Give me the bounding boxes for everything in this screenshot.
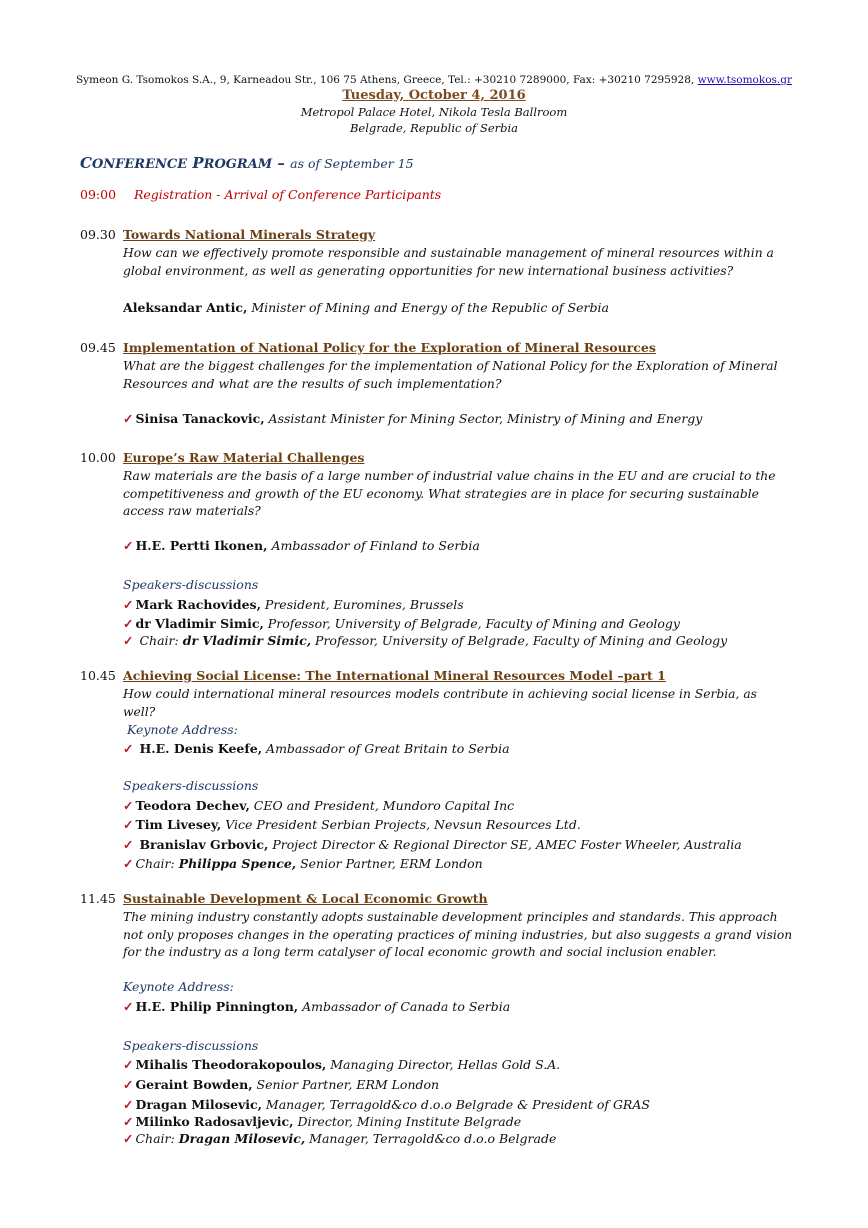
session-desc: The mining industry constantly adopts sustainable development principles and standards. This approach not only proposes changes in the operating practices of mining industries, but also suggests a grand vision for the industry as a long term catalyser of local economic growth and social inclusion enabler.	[123, 910, 793, 959]
check-icon: ✓	[123, 411, 134, 426]
speaker-line: ✓ dr Vladimir Simic, Professor, University of Belgrade, Faculty of Mining and Geology	[123, 616, 680, 631]
speaker-line: ✓ Sinisa Tanackovic, Assistant Minister for Mining Sector, Ministry of Mining and Energy	[123, 411, 703, 426]
check-icon: ✓	[123, 999, 134, 1014]
session-desc: What are the biggest challenges for the implementation of National Policy for the Exploration of Mineral Resources and what are the results of such implementation?	[123, 359, 778, 391]
check-icon: ✓	[123, 798, 134, 813]
speaker-line: ✓ Mihalis Theodorakopoulos, Managing Director, Hellas Gold S.A.	[123, 1057, 561, 1072]
session-desc: How could international mineral resources models contribute in achieving social license in Serbia, as well?	[123, 687, 757, 719]
session-title: Implementation of National Policy for the Exploration of Mineral Resources	[123, 340, 656, 355]
session-time: 09.30	[80, 227, 116, 242]
check-icon: ✓	[123, 597, 134, 612]
keynote-label: Keynote Address:	[123, 979, 234, 994]
check-icon: ✓	[123, 1097, 134, 1112]
event-venue: Metropol Palace Hotel, Nikola Tesla Ballroom	[300, 105, 568, 119]
website-link[interactable]: www.tsomokos.gr	[697, 74, 793, 86]
session-time: 10.00	[80, 450, 116, 465]
as-of-date: as of September 15	[290, 156, 414, 171]
check-icon: ✓	[123, 856, 134, 871]
speaker-line: ✓ Mark Rachovides, President, Euromines, Brussels	[123, 597, 464, 612]
registration-time: 09:00	[80, 187, 117, 202]
chair-line: ✓ Chair: dr Vladimir Simic, Professor, University of Belgrade, Faculty of Mining and Geology	[123, 633, 728, 648]
chair-line: ✓ Chair: Philippa Spence, Senior Partner, ERM London	[123, 856, 483, 871]
check-icon: ✓	[123, 837, 134, 852]
session-time: 10.45	[80, 668, 116, 683]
session-title: Towards National Minerals Strategy	[123, 227, 376, 242]
speakers-label: Speakers-discussions	[123, 778, 259, 793]
check-icon: ✓	[123, 633, 134, 648]
speaker-line: ✓ Branislav Grbovic, Project Director & Regional Director SE, AMEC Foster Wheeler, Australia	[123, 837, 742, 852]
check-icon: ✓	[123, 1114, 134, 1129]
speaker-line: Aleksandar Antic, Minister of Mining and Energy of the Republic of Serbia	[123, 300, 609, 315]
check-icon: ✓	[123, 1131, 134, 1146]
check-icon: ✓	[123, 1057, 134, 1072]
company-address: Symeon G. Tsomokos S.A., 9, Karneadou Str., 106 75 Athens, Greece, Tel.: +30210 7289000, Fax: +30210 7295928,	[75, 74, 695, 86]
speaker-line: ✓ H.E. Philip Pinnington, Ambassador of Canada to Serbia	[123, 999, 511, 1014]
session-time: 09.45	[80, 340, 116, 355]
session-title: Europe’s Raw Material Challenges	[123, 450, 365, 465]
check-icon: ✓	[123, 1077, 134, 1092]
program-title: CONFERENCE PROGRAM – as of September 15	[80, 154, 414, 172]
speaker-line: ✓ H.E. Pertti Ikonen, Ambassador of Finland to Serbia	[123, 538, 480, 553]
check-icon: ✓	[123, 741, 134, 756]
speaker-line: ✓ Tim Livesey, Vice President Serbian Projects, Nevsun Resources Ltd.	[123, 817, 581, 832]
session-desc: How can we effectively promote responsible and sustainable management of mineral resources within a global environment, as well as generating opportunities for new international business activities?	[123, 246, 774, 278]
speaker-line: ✓ H.E. Denis Keefe, Ambassador of Great Britain to Serbia	[123, 741, 510, 756]
check-icon: ✓	[123, 616, 134, 631]
chair-line: ✓ Chair: Dragan Milosevic, Manager, Terragold&co d.o.o Belgrade	[123, 1131, 557, 1146]
session-title: Sustainable Development & Local Economic Growth	[123, 891, 488, 906]
speaker-line: ✓ Dragan Milosevic, Manager, Terragold&co d.o.o Belgrade & President of GRAS	[123, 1097, 650, 1112]
speaker-line: ✓ Teodora Dechev, CEO and President, Mundoro Capital Inc	[123, 798, 515, 813]
check-icon: ✓	[123, 538, 134, 553]
check-icon: ✓	[123, 817, 134, 832]
speaker-line: ✓ Milinko Radosavljevic, Director, Mining Institute Belgrade	[123, 1114, 522, 1129]
session-time: 11.45	[80, 891, 116, 906]
speaker-line: ✓ Geraint Bowden, Senior Partner, ERM London	[123, 1077, 440, 1092]
event-date: Tuesday, October 4, 2016	[342, 88, 526, 103]
session-desc: Raw materials are the basis of a large number of industrial value chains in the EU and are crucial to the competitiveness and growth of the EU economy. What strategies are in place for securing sustainable access raw materials?	[123, 469, 776, 518]
event-city: Belgrade, Republic of Serbia	[349, 121, 519, 135]
registration-row	[80, 187, 441, 202]
registration-desc: Registration - Arrival of Conference Participants	[134, 187, 442, 202]
speakers-label: Speakers-discussions	[123, 577, 259, 592]
speakers-label: Speakers-discussions	[123, 1038, 259, 1053]
company-line	[0, 74, 868, 86]
keynote-label: Keynote Address:	[127, 722, 238, 737]
session-title: Achieving Social License: The International Mineral Resources Model –part 1	[123, 668, 666, 683]
